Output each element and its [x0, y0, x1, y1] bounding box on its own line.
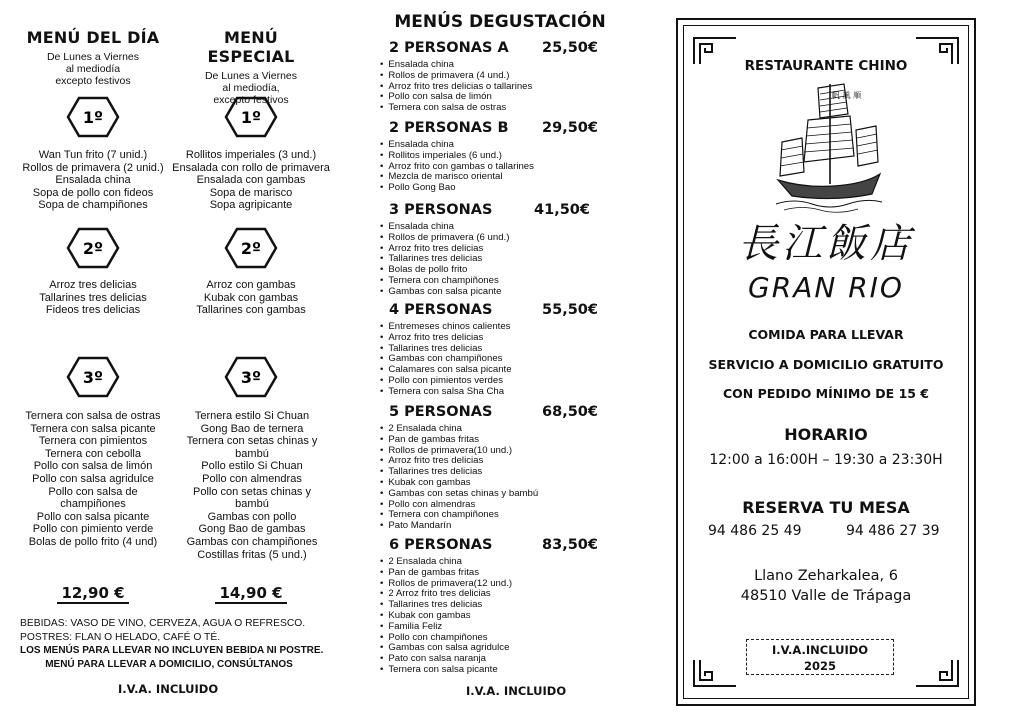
dish-line: Sopa de champiñones — [38, 199, 148, 212]
menu-6-personas — [372, 537, 612, 676]
horario-hours: 12:00 a 16:00H – 19:30 a 23:30H — [709, 452, 943, 468]
menu-dia-title: MENÚ DEL DÍA — [26, 28, 160, 47]
menu-name: 4 PERSONAS — [389, 302, 493, 318]
note-delivery: MENÚ PARA LLEVAR A DOMICILIO, CONSÚLTANOS — [45, 658, 293, 670]
dish-line: De Lunes a Viernes — [46, 51, 140, 63]
menu-especial-title: MENÚ ESPECIAL — [207, 28, 295, 66]
menu-item: • Arroz frito tres delicias o tallarines — [380, 82, 612, 93]
menu-especial-course-2 — [170, 279, 332, 317]
menu-notes — [20, 617, 324, 671]
price-tag: 12,90 € — [57, 584, 128, 604]
dish-line: Ensalada con gambas — [196, 174, 306, 187]
menu-price: 25,50€ — [542, 40, 598, 56]
note-takeaway: LOS MENÚS PARA LLEVAR NO INCLUYEN BEBIDA NI POSTRE. — [20, 645, 324, 656]
menu-item: • Gambas con setas chinas y bambú — [380, 489, 612, 500]
menu-5-personas — [372, 404, 612, 532]
dish-line: Gong Bao de ternera — [200, 422, 304, 435]
menu-item: • Pollo con salsa de limón — [380, 92, 612, 103]
dish-line: 3º — [82, 368, 104, 387]
dish-line: bambú — [235, 447, 269, 460]
menu-price: 83,50€ — [542, 537, 598, 553]
menu-item: • Tallarines tres delicias — [380, 600, 612, 611]
menu-dia-schedule — [20, 51, 166, 87]
middle-iva-included: I.V.A. INCLUIDO — [466, 684, 567, 698]
address-street: Llano Zeharkalea, 6 — [754, 568, 898, 584]
menu-especial-course-1 — [170, 149, 332, 212]
dish-line: Gong Bao de gambas — [198, 523, 306, 536]
course-1-badge — [178, 96, 324, 138]
corner-ornament-icon — [914, 658, 960, 688]
menu-item: • Arroz frito con gambas o tallarines — [380, 162, 612, 173]
menu-item: • Pato con salsa naranja — [380, 654, 612, 665]
note-drinks: BEBIDAS: VASO DE VINO, CERVEZA, AGUA O REFRESCO. — [20, 618, 306, 629]
svg-text:帆 風 順: 帆 風 順 — [832, 91, 862, 100]
dish-line: Ternera con setas chinas y — [186, 435, 318, 448]
menu-item: • Rollitos imperiales (6 und.) — [380, 151, 612, 162]
menu-item: • Pato Mandarín — [380, 521, 612, 532]
dish-line: Pollo con almendras — [202, 472, 302, 485]
chinese-name: 長江飯店 — [738, 221, 914, 267]
dish-line: excepto festivos — [213, 94, 289, 106]
dish-line: al mediodía — [65, 63, 121, 75]
menu-item: • Tallarines tres delicias — [380, 467, 612, 478]
dish-line: Bolas de pollo frito (4 und) — [28, 535, 158, 548]
dish-line: Rollitos imperiales (3 und.) — [185, 149, 317, 161]
dish-line: Pollo con salsa de — [48, 485, 138, 498]
dish-line: Costillas fritas (5 und.) — [197, 548, 307, 561]
menu-item: • Pollo con pimientos verdes — [380, 376, 612, 387]
menu-item: • Rollos de primavera(12 und.) — [380, 579, 612, 590]
menu-del-dia — [20, 28, 166, 87]
menu-dia-course-3 — [8, 410, 178, 549]
restaurant-name: GRAN RIO — [748, 271, 904, 304]
menu-item: • Arroz frito tres delicias — [380, 333, 612, 344]
info-takeaway: COMIDA PARA LLEVAR — [748, 327, 904, 342]
menu-item: • Arroz frito tres delicias — [380, 244, 612, 255]
menu-item: • 2 Ensalada china — [380, 557, 612, 568]
menu-item: • Gambas con salsa picante — [380, 287, 612, 298]
info-free-delivery: SERVICIO A DOMICILIO GRATUITO — [708, 357, 944, 372]
course-3-badge — [20, 356, 166, 398]
menu-name: 2 PERSONAS B — [389, 120, 509, 136]
menu-item: • Kubak con gambas — [380, 478, 612, 489]
dish-line: Sopa agripicante — [209, 199, 293, 212]
menu-2-personas-a — [372, 40, 612, 114]
menu-item: • Ternera con champiñones — [380, 276, 612, 287]
menu-item: • Arroz frito tres delicias — [380, 456, 612, 467]
dish-line: Ternera con cebolla — [44, 447, 141, 460]
price-tag: 14,90 € — [215, 584, 286, 604]
menu-name: 3 PERSONAS — [389, 202, 493, 218]
menu-price: 29,50€ — [542, 120, 598, 136]
dish-line: Wan Tun frito (7 unid.) — [38, 149, 148, 161]
phone-1: 94 486 25 49 — [708, 523, 802, 539]
menu-item: • Ternera con salsa picante — [380, 665, 612, 676]
menu-item: • Gambas con salsa agridulce — [380, 643, 612, 654]
menu-item: • Ternera con salsa Sha Cha — [380, 387, 612, 398]
menu-item: • Kubak con gambas — [380, 611, 612, 622]
dish-line: al mediodía, — [222, 82, 280, 94]
dish-line: Ensalada china — [55, 174, 131, 187]
menu-especial-course-3 — [168, 410, 336, 561]
dish-line: Pollo con setas chinas y — [192, 485, 311, 498]
dish-line: De Lunes a Viernes — [204, 70, 298, 82]
menu-4-personas — [372, 302, 612, 398]
menu-dia-course-2 — [12, 279, 174, 317]
menu-item: • Ensalada china — [380, 222, 612, 233]
course-3-badge — [178, 356, 324, 398]
dish-line: Pollo estilo Si Chuan — [201, 460, 303, 473]
dish-line: Ternera con pimientos — [38, 435, 148, 448]
dish-line: Ternera estilo Si Chuan — [194, 410, 310, 422]
menu-item: • Tallarines tres delicias — [380, 344, 612, 355]
dish-line: Tallarines tres delicias — [39, 291, 147, 304]
restaurant-panel — [676, 18, 976, 706]
dish-line: 1º — [82, 108, 104, 127]
menu-item: • Bolas de pollo frito — [380, 265, 612, 276]
dish-line: Arroz con gambas — [206, 279, 296, 291]
dish-line: Sopa de marisco — [209, 186, 293, 199]
menu-item: • Ternera con salsa de ostras — [380, 103, 612, 114]
menu-item: • Tallarines tres delicias — [380, 254, 612, 265]
menu-item: • 2 Ensalada china — [380, 424, 612, 435]
reserva-label: RESERVA TU MESA — [742, 498, 910, 517]
dish-line: Sopa de pollo con fideos — [32, 186, 154, 199]
menu-item: • Pan de gambas fritas — [380, 568, 612, 579]
menu-price: 55,50€ — [542, 302, 598, 318]
menu-especial-price — [178, 584, 324, 604]
menu-item: • Calamares con salsa picante — [380, 365, 612, 376]
dish-line: Ternera con salsa picante — [30, 422, 156, 435]
degustacion-title: MENÚS DEGUSTACIÓN — [394, 12, 606, 32]
dish-line: bambú — [235, 498, 269, 511]
phone-2: 94 486 27 39 — [846, 523, 940, 539]
corner-ornament-icon — [692, 658, 738, 688]
dish-line: champiñones — [60, 498, 126, 511]
dish-line: Pollo con pimiento verde — [32, 523, 154, 536]
menu-item: • Familia Feliz — [380, 622, 612, 633]
dish-line: Pollo con salsa de limón — [33, 460, 153, 473]
dish-line: 3º — [240, 368, 262, 387]
dish-line: excepto festivos — [55, 75, 131, 87]
menu-item: • Pollo con almendras — [380, 500, 612, 511]
dish-line: Gambas con pollo — [207, 510, 297, 523]
dish-line: Pollo con salsa picante — [36, 510, 150, 523]
dish-line: Tallarines con gambas — [196, 304, 306, 317]
menu-dia-course-1 — [12, 149, 174, 212]
horario-label: HORARIO — [784, 425, 868, 444]
menu-item: • Pollo con champiñones — [380, 633, 612, 644]
dish-line: Arroz tres delicias — [49, 279, 137, 291]
menu-dia-price — [20, 584, 166, 604]
iva-included-box: I.V.A.INCLUIDO 2025 — [746, 639, 894, 675]
dish-line: Ternera con salsa de ostras — [25, 410, 161, 422]
left-iva-included: I.V.A. INCLUIDO — [118, 682, 219, 696]
menu-name: 5 PERSONAS — [389, 404, 493, 420]
menu-item: • 2 Arroz frito tres delicias — [380, 589, 612, 600]
menu-item: • Ternera con champiñones — [380, 510, 612, 521]
dish-line: Rollos de primavera (2 unid.) — [22, 161, 164, 174]
menu-item: • Mezcla de marisco oriental — [380, 172, 612, 183]
restaurant-type: RESTAURANTE CHINO — [744, 58, 908, 74]
menu-name: 2 PERSONAS A — [389, 40, 509, 56]
course-1-badge — [20, 96, 166, 138]
menu-item: • Ensalada china — [380, 140, 612, 151]
dish-line: 2º — [82, 239, 104, 258]
menu-item: • Pollo Gong Bao — [380, 183, 612, 194]
menu-especial — [178, 28, 324, 106]
menu-3-personas — [372, 202, 612, 298]
dish-line: 1º — [240, 108, 262, 127]
address-city: 48510 Valle de Trápaga — [740, 588, 912, 604]
dish-line: Ensalada con rollo de primavera — [172, 161, 330, 174]
menu-price: 68,50€ — [542, 404, 598, 420]
info-minimum-order: CON PEDIDO MÍNIMO DE 15 € — [722, 386, 930, 401]
menu-item: • Entremeses chinos calientes — [380, 322, 612, 333]
menu-item: • Rollos de primavera (6 und.) — [380, 233, 612, 244]
menu-item: • Rollos de primavera (4 und.) — [380, 71, 612, 82]
dish-line: Gambas con champiñones — [186, 535, 318, 548]
menu-item: • Pan de gambas fritas — [380, 435, 612, 446]
dish-line: Pollo con salsa agridulce — [32, 472, 154, 485]
menu-item: • Ensalada china — [380, 60, 612, 71]
menu-price: 41,50€ — [534, 202, 590, 218]
menu-item: • Gambas con champiñones — [380, 354, 612, 365]
menu-item: • Rollos de primavera(10 und.) — [380, 446, 612, 457]
note-desserts: POSTRES: FLAN O HELADO, CAFÉ O TÉ. — [20, 631, 221, 643]
dish-line: Fideos tres delicias — [45, 304, 141, 317]
course-2-badge — [178, 227, 324, 269]
menu-2-personas-b — [372, 120, 612, 194]
course-2-badge — [20, 227, 166, 269]
dish-line: 2º — [240, 239, 262, 258]
junk-boat-icon — [774, 80, 884, 215]
degustacion-header — [372, 12, 612, 32]
menu-name: 6 PERSONAS — [389, 537, 493, 553]
dish-line: Kubak con gambas — [203, 291, 299, 304]
